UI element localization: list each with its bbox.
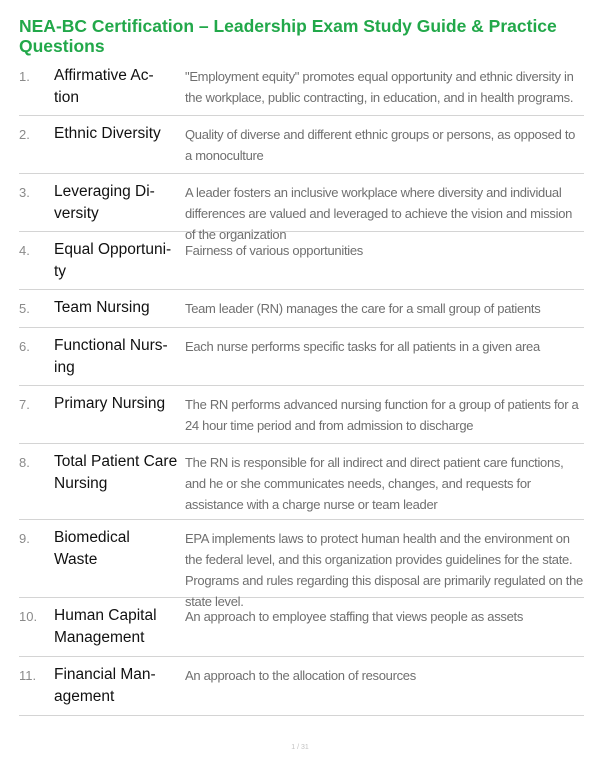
page-number: 1 / 31 [291, 744, 309, 751]
item-term: Human Capital Management [54, 607, 157, 646]
item-term: Primary Nursing [54, 395, 166, 412]
list-item [19, 174, 584, 242]
item-definition: Team leader (RN) manages the care for a small group of patients [185, 301, 541, 316]
item-number: 7. [19, 397, 30, 412]
item-term: Biomedical Waste [54, 529, 130, 568]
item-term: Team Nursing [54, 299, 150, 316]
list-item [19, 116, 584, 174]
item-number: 1. [19, 69, 30, 84]
item-definition: Quality of diverse and different ethnic groups or persons, as opposed to a monoculture [185, 127, 576, 163]
list-item [19, 328, 584, 386]
item-term: Equal Opportuni- ty [54, 241, 172, 280]
list-item [19, 520, 584, 609]
item-definition: "Employment equity" promotes equal opportunity and ethnic diversity in the workplace, public contracting, in education, and in health programs. [185, 69, 574, 105]
item-definition: An approach to the allocation of resources [185, 668, 416, 683]
list-item [19, 386, 584, 444]
item-definition: Fairness of various opportunities [185, 243, 363, 258]
item-number: 10. [19, 609, 38, 624]
list-item [19, 657, 584, 716]
item-number: 4. [19, 243, 30, 258]
item-number: 6. [19, 339, 30, 354]
item-number: 5. [19, 301, 30, 316]
item-definition: The RN is responsible for all indirect and direct patient care functions, and he or she communicates needs, changes, and requests for assistance with a charge nurse or team leader [185, 455, 564, 512]
page-title: NEA-BC Certification – Leadership Exam Study Guide & Practice Questions [19, 16, 557, 56]
item-term: Ethnic Diversity [54, 125, 161, 142]
item-definition: EPA implements laws to protect human health and the environment on the federal level, and this organization provides guidelines for the state. Programs and rules regarding this disposal are primarily regulated on the state level. [185, 531, 583, 609]
term-list [19, 58, 584, 716]
item-term: Leveraging Di- versity [54, 183, 155, 222]
item-number: 9. [19, 531, 30, 546]
item-term: Functional Nurs- ing [54, 337, 168, 376]
list-item [19, 58, 584, 116]
item-term: Total Patient Care Nursing [54, 453, 178, 492]
item-number: 11. [19, 668, 37, 683]
item-definition: Each nurse performs specific tasks for all patients in a given area [185, 339, 540, 354]
item-number: 2. [19, 127, 30, 142]
item-number: 8. [19, 455, 30, 470]
item-term: Affirmative Ac- tion [54, 67, 154, 106]
item-definition: The RN performs advanced nursing function for a group of patients for a 24 hour time period and from admission to discharge [185, 397, 579, 433]
list-item [19, 232, 584, 290]
item-definition: A leader fosters an inclusive workplace where diversity and individual differences are valued and leveraged to achieve the vision and mission of the organization [185, 185, 573, 242]
list-item [19, 598, 584, 657]
item-number: 3. [19, 185, 30, 200]
item-definition: An approach to employee staffing that views people as assets [185, 609, 524, 624]
list-item [19, 290, 584, 328]
list-item [19, 444, 584, 520]
item-term: Financial Man- agement [54, 666, 156, 705]
